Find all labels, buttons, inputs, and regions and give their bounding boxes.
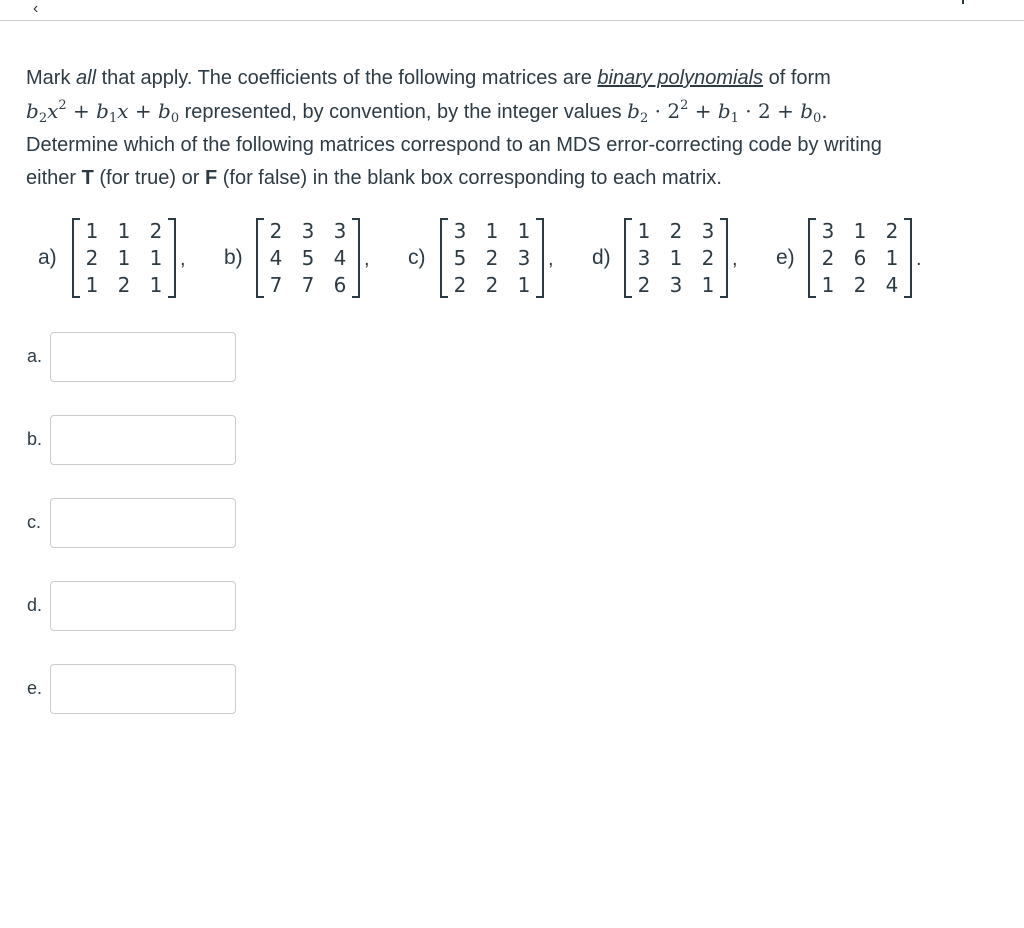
right-bracket — [536, 218, 544, 298]
top-bar — [0, 0, 1024, 21]
answer-input-c[interactable] — [50, 498, 236, 548]
answer-row-e: e. — [0, 664, 300, 716]
question-prompt — [26, 62, 1006, 195]
matrices-row: a) 1 1 2 2 1 1 1 2 1 , b) 2 3 3 4 5 4 7 7 6 , c) 3 1 1 5 2 3 2 2 1 , d) 1 2 3 3 1 2 2 3 1 , e) 3 1 2 2 6 1 1 2 4 . — [38, 219, 922, 297]
right-bracket — [904, 218, 912, 298]
prompt-line-1: Mark all that apply. The coefficients of the following matrices are binary polynomials of form — [26, 67, 831, 89]
prompt-line-2: $b_2x^2 + b_1x + b_0$ represented, by convention, by the integer values $b_2 \cdot 2^2 + b_1 \cdot 2 + b_0$. — [26, 98, 828, 126]
right-bracket — [168, 218, 176, 298]
prompt-line-4: either T (for true) or F (for false) in the blank box corresponding to each matrix. — [26, 167, 722, 189]
matrix-grid: 1 1 2 2 1 1 1 2 1 — [85, 219, 163, 297]
matrix-grid: 2 3 3 4 5 4 7 7 6 — [269, 219, 347, 297]
answer-row-d: d. — [0, 581, 300, 633]
matrix-grid: 3 1 1 5 2 3 2 2 1 — [453, 219, 531, 297]
answer-row-a: a. — [0, 332, 300, 384]
right-bracket — [352, 218, 360, 298]
answer-input-b[interactable] — [50, 415, 236, 465]
prompt-line-3: Determine which of the following matrices correspond to an MDS error-correcting code by writing — [26, 134, 882, 156]
answer-row-c: c. — [0, 498, 300, 550]
collapse-chevron-icon[interactable]: ‹ — [33, 0, 39, 17]
divider-mark — [962, 0, 964, 4]
matrix-grid: 3 1 2 2 6 1 1 2 4 — [821, 219, 899, 297]
answer-input-e[interactable] — [50, 664, 236, 714]
binary-polynomials-term: binary polynomials — [597, 67, 764, 89]
answer-input-d[interactable] — [50, 581, 236, 631]
matrix-grid: 1 2 3 3 1 2 2 3 1 — [637, 219, 715, 297]
right-bracket — [720, 218, 728, 298]
answer-input-a[interactable] — [50, 332, 236, 382]
answer-row-b: b. — [0, 415, 300, 467]
integer-value-formula: $b_2 \cdot 2^2 + b_1 \cdot 2 + b_0$. — [627, 98, 828, 126]
polynomial-formula: $b_2x^2 + b_1x + b_0$ — [26, 98, 180, 126]
